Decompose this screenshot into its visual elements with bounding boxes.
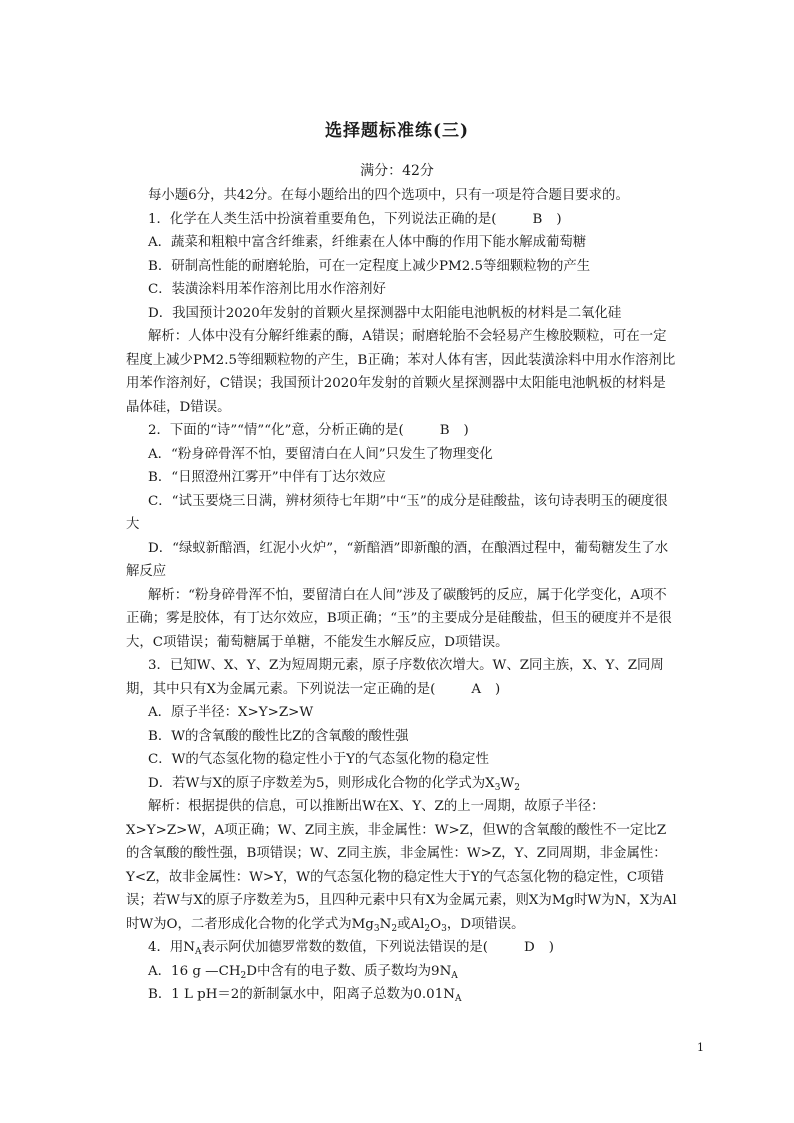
q3-d-text: D．若W与X的原子序数差为5，则形成化合物的化学式为X (148, 775, 495, 791)
q3-analysis-text: 解析：根据提供的信息，可以推断出W在X、Y、Z的上一周期，故原子半径：X>Y>Z>W，A项正确；W、Z同主族，非金属性：W>Z，但W的含氧酸的酸性不一定比Z的含氧酸的酸性强，B项错误；W、Z同主族，非金属性：W>Z，Y、Z同周期，非金属性：Y<Z，故非金属性：W>Y，W的气态氢化物的稳定性大于Y的气态氢化物的稳定性，C项错误；若W与X的原子序数差为5，且四种元素中只有X为金属元素，则X为Mg时W为N，X为Al时W为O，二者形成化合物的化学式为Mg (126, 799, 677, 932)
question-1-analysis: 解析：人体中没有分解纤维素的酶，A错误；耐磨轮胎不会轻易产生橡胶颗粒，可在一定程度上减少PM2.5等细颗粒物的产生，B正确；苯对人体有害，因此装潢涂料中用水作溶剂比用苯作溶剂好，C错误；我国预计2020年发射的首颗火星探测器中太阳能电池帆板的材料是晶体硅，D错误。 (126, 329, 676, 415)
intro-text: 每小题6分，共42分。在每小题给出的四个选项中，只有一项是符合题目要求的。 (148, 188, 629, 203)
question-1-stem (126, 208, 678, 232)
question-3-analysis (126, 795, 678, 936)
question-2-option-b: B．“日照澄州江雾开”中伴有丁达尔效应 (148, 470, 386, 485)
q3-d-sub-1: 3 (494, 782, 501, 793)
question-4-close: ) (548, 940, 554, 955)
q4-a-mid: D中含有的电子数、质子数均为9N (246, 963, 452, 979)
q4-a-sub: 2 (240, 970, 247, 981)
question-1-option-d: D．我国预计2020年发射的首颗火星探测器中太阳能电池帆板的材料是二氧化硅 (148, 305, 622, 321)
question-3-stem-text: 3．已知W、X、Y、Z为短周期元素，原子序数依次增大。W、Z同主族，X、Y、Z同周期，其中只有X为金属元素。下列说法一定正确的是( (126, 658, 664, 697)
question-2-answer: B (439, 423, 450, 438)
q3-d-sub-2: 2 (514, 782, 520, 793)
question-2-analysis: 解析：“粉身碎骨浑不怕，要留清白在人间”涉及了碳酸钙的反应，属于化学变化，A项不正确；雾是胶体，有丁达尔效应，B项正确；“玉”的主要成分是硅酸盐，但玉的硬度并不是很大，C项错误；葡萄糖属于单糖，不能发生水解反应，D项错误。 (126, 587, 672, 650)
question-3-close: ) (495, 681, 501, 697)
question-3-option-d (126, 772, 678, 796)
q4-stem-post: 表示阿伏加德罗常数的数值，下列说法错误的是( (201, 940, 488, 955)
q3-an-t1: N (379, 916, 392, 932)
q3-an-t2: 或Al (397, 916, 425, 932)
question-content (126, 184, 678, 1007)
q4-a-sub-2: A (451, 970, 458, 981)
question-3-option-b: B．W的含氧酸的酸性比Z的含氧酸的酸性强 (148, 728, 409, 744)
question-1-option-a: A．蔬菜和粗粮中富含纤维素，纤维素在人体中酶的作用下能水解成葡萄糖 (148, 235, 587, 250)
question-1-answer: B (532, 211, 543, 227)
question-4-stem (126, 936, 678, 960)
question-2-option-c: C．“试玉要烧三日满，辨材须待七年期”中“玉”的成分是硅酸盐，该句诗表明玉的硬度很大 (126, 493, 668, 532)
question-1-close: ) (556, 211, 562, 227)
q3-d-mid: W (500, 775, 515, 791)
page-title: 选择题标准练(三) (324, 121, 470, 141)
question-3-option-a: A．原子半径：X>Y>Z>W (148, 705, 314, 720)
question-2-option-a: A．“粉身碎骨浑不怕，要留清白在人间”只发生了物理变化 (148, 446, 493, 462)
q3-an-sub-1: 3 (373, 923, 380, 934)
question-4-option-a (126, 960, 678, 984)
question-1-option-b: B．研制高性能的耐磨轮胎，可在一定程度上减少PM2.5等细颗粒物的产生 (148, 258, 591, 274)
question-2-option-d: D．“绿蚁新醅酒，红泥小火炉”，“新醅酒”即新酿的酒，在酿酒过程中，葡萄糖发生了水解反应 (126, 540, 669, 579)
q3-an-t3: O (430, 916, 442, 932)
question-3-stem (126, 654, 678, 701)
question-2-stem-text: 2．下面的“诗”“情”“化”意，分析正确的是( (148, 423, 404, 438)
question-4-answer: D (523, 940, 535, 955)
question-1-option-c: C．装潢涂料用苯作溶剂比用水作溶剂好 (148, 282, 386, 297)
question-2-close: ) (463, 423, 469, 438)
question-3-option-c: C．W的气态氢化物的稳定性小于Y的气态氢化物的稳定性 (148, 752, 489, 767)
question-3-answer: A (471, 681, 482, 697)
page-number: 1 (697, 1041, 704, 1054)
q3-an-sub-3: 2 (424, 923, 431, 934)
q4-b-sub: A (454, 994, 462, 1004)
question-1-stem-text: 1．化学在人类生活中扮演着重要角色，下列说法正确的是( (148, 211, 497, 227)
q3-an-sub-2: 2 (391, 923, 398, 934)
q3-an-end: ，D项错误。 (446, 916, 525, 932)
question-2-stem (126, 419, 678, 443)
q4-a-pre: A．16 g —CH (148, 963, 241, 979)
q4-b-pre: B．1 L pH＝2的新制氯水中，阳离子总数为0.01N (148, 987, 455, 1002)
q4-stem-pre: 4．用N (148, 940, 196, 955)
q3-an-sub-4: 3 (441, 923, 447, 934)
score-line: 满分：42分 (360, 163, 434, 179)
question-4-option-b (126, 983, 678, 1007)
q4-stem-sub: A (195, 947, 202, 957)
